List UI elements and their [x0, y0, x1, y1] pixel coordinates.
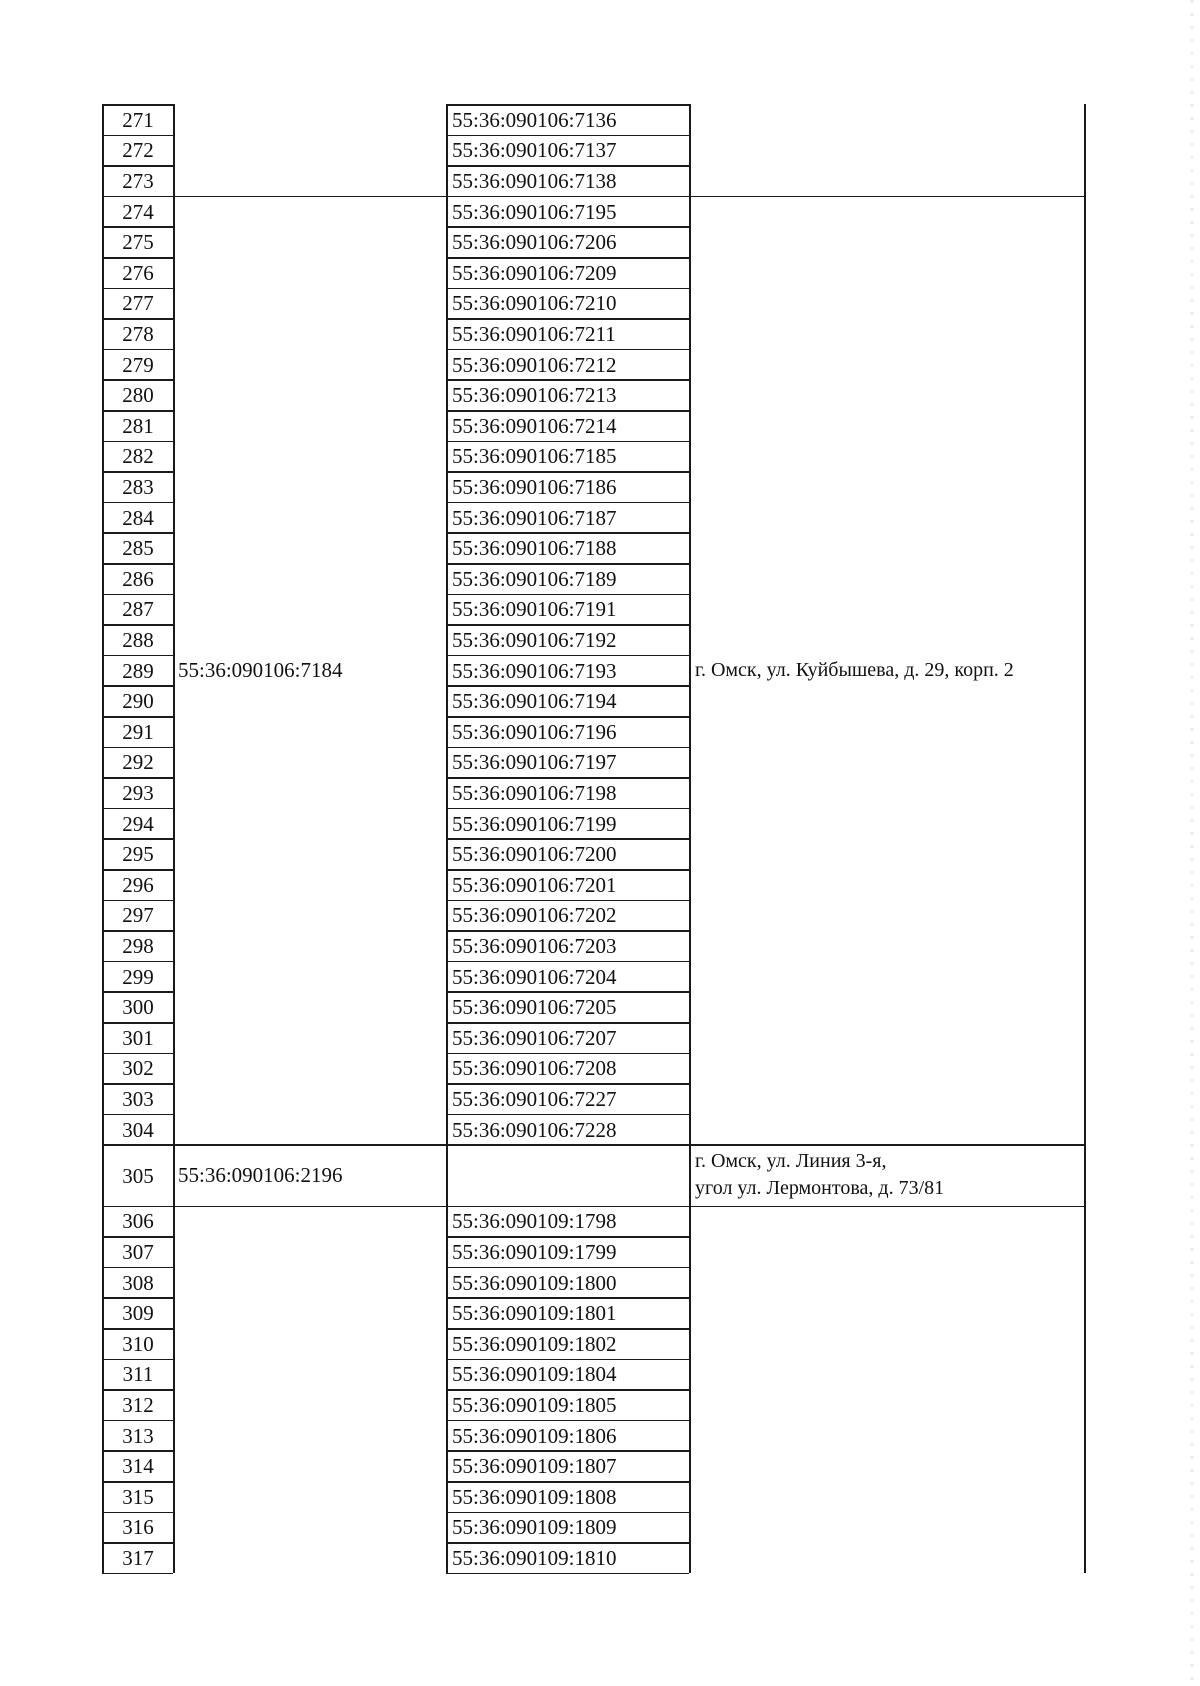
row-number: 282 — [122, 444, 154, 469]
row-border-number — [102, 1206, 173, 1208]
child-cadastral-number: 55:36:090109:1810 — [452, 1546, 617, 1570]
row-border-number — [102, 410, 173, 412]
row-border-number — [102, 226, 173, 228]
row-number: 313 — [122, 1423, 154, 1448]
row-number: 293 — [122, 781, 154, 805]
row-border-child — [446, 1206, 689, 1208]
group-border-parent — [173, 1144, 446, 1146]
group-border-parent — [173, 196, 446, 198]
row-number: 316 — [122, 1515, 154, 1540]
row-border-number — [102, 1236, 173, 1238]
row-border-number — [102, 196, 173, 198]
row-number: 300 — [122, 995, 154, 1020]
row-number: 290 — [122, 689, 154, 714]
address-line: г. Омск, ул. Линия 3-я, — [695, 1150, 887, 1172]
row-border-number — [102, 257, 173, 259]
child-cadastral-number: 55:36:090106:7204 — [452, 964, 617, 989]
row-border-number — [102, 1420, 173, 1422]
row-border-number — [102, 1389, 173, 1391]
row-border-child — [446, 349, 689, 351]
row-number: 273 — [122, 169, 154, 193]
row-border-child — [446, 1481, 689, 1483]
row-border-number — [102, 502, 173, 504]
row-border-number — [102, 1267, 173, 1269]
row-number: 278 — [122, 322, 154, 346]
row-border-child — [446, 104, 689, 106]
row-border-child — [446, 1542, 689, 1544]
child-cadastral-number: 55:36:090109:1799 — [452, 1240, 617, 1264]
child-cadastral-number: 55:36:090106:7210 — [452, 291, 617, 316]
row-border-number — [102, 318, 173, 320]
row-border-child — [446, 1022, 689, 1024]
child-cadastral-number: 55:36:090106:7192 — [452, 628, 617, 652]
row-border-number — [102, 441, 173, 443]
row-number: 272 — [122, 138, 154, 163]
row-border-number — [102, 1450, 173, 1452]
row-border-child — [446, 685, 689, 687]
row-border-number — [102, 685, 173, 687]
row-number: 287 — [122, 597, 154, 622]
row-border-child — [446, 410, 689, 412]
row-number: 280 — [122, 383, 154, 408]
parent-cadastral-number: 55:36:090106:7184 — [178, 658, 343, 683]
child-cadastral-number: 55:36:090109:1807 — [452, 1454, 617, 1479]
row-border-child — [446, 288, 689, 290]
row-number: 277 — [122, 291, 154, 316]
row-number: 307 — [122, 1240, 154, 1264]
row-border-child — [446, 1573, 689, 1575]
row-border-child — [446, 1083, 689, 1085]
row-border-number — [102, 747, 173, 749]
child-cadastral-number: 55:36:090106:7211 — [452, 322, 616, 346]
row-border-number — [102, 349, 173, 351]
row-border-child — [446, 1389, 689, 1391]
group-border-address — [689, 1206, 1084, 1208]
child-cadastral-number: 55:36:090106:7227 — [452, 1087, 617, 1111]
row-border-number — [102, 532, 173, 534]
child-cadastral-number: 55:36:090106:7201 — [452, 872, 617, 897]
row-border-number — [102, 563, 173, 565]
column-border-child — [689, 104, 691, 1573]
row-border-child — [446, 1144, 689, 1146]
row-border-child — [446, 624, 689, 626]
row-border-child — [446, 838, 689, 840]
group-border-address — [689, 196, 1084, 198]
row-number: 310 — [122, 1331, 154, 1356]
column-border-right — [1084, 104, 1086, 1573]
row-number: 298 — [122, 934, 154, 958]
row-number: 305 — [122, 1163, 154, 1188]
row-border-number — [102, 655, 173, 657]
row-border-number — [102, 1542, 173, 1544]
row-number: 311 — [122, 1362, 154, 1387]
row-border-child — [446, 1114, 689, 1116]
row-number: 315 — [122, 1484, 154, 1509]
child-cadastral-number: 55:36:090106:7196 — [452, 719, 617, 744]
row-number: 295 — [122, 842, 154, 867]
row-number: 309 — [122, 1301, 154, 1326]
row-number: 288 — [122, 628, 154, 652]
row-number: 297 — [122, 903, 154, 928]
child-cadastral-number: 55:36:090106:7203 — [452, 934, 617, 958]
row-number: 312 — [122, 1393, 154, 1417]
row-border-child — [446, 1053, 689, 1055]
child-cadastral-number: 55:36:090106:7193 — [452, 658, 617, 683]
row-number: 303 — [122, 1087, 154, 1111]
row-border-number — [102, 900, 173, 902]
row-border-child — [446, 900, 689, 902]
child-cadastral-number: 55:36:090109:1805 — [452, 1393, 617, 1417]
child-cadastral-number: 55:36:090106:7136 — [452, 107, 617, 132]
child-cadastral-number: 55:36:090106:7188 — [452, 536, 617, 561]
row-number: 286 — [122, 566, 154, 591]
row-number: 279 — [122, 352, 154, 377]
group-border-parent — [173, 1206, 446, 1208]
child-cadastral-number: 55:36:090106:7137 — [452, 138, 617, 163]
row-border-child — [446, 1512, 689, 1514]
row-border-number — [102, 1083, 173, 1085]
row-border-child — [446, 961, 689, 963]
row-border-number — [102, 1512, 173, 1514]
row-border-child — [446, 257, 689, 259]
row-number: 271 — [122, 107, 154, 132]
row-border-child — [446, 165, 689, 167]
row-border-child — [446, 502, 689, 504]
child-cadastral-number: 55:36:090106:7208 — [452, 1056, 617, 1081]
row-border-child — [446, 777, 689, 779]
child-cadastral-number: 55:36:090106:7186 — [452, 475, 617, 499]
row-border-child — [446, 747, 689, 749]
child-cadastral-number: 55:36:090106:7200 — [452, 842, 617, 867]
row-number: 276 — [122, 260, 154, 285]
row-border-number — [102, 961, 173, 963]
row-border-child — [446, 869, 689, 871]
row-border-child — [446, 135, 689, 137]
child-cadastral-number: 55:36:090106:7209 — [452, 260, 617, 285]
row-border-number — [102, 1022, 173, 1024]
row-number: 317 — [122, 1546, 154, 1570]
row-border-number — [102, 869, 173, 871]
child-cadastral-number: 55:36:090106:7228 — [452, 1117, 617, 1142]
parent-cadastral-number: 55:36:090106:2196 — [178, 1163, 343, 1187]
row-border-child — [446, 471, 689, 473]
child-cadastral-number: 55:36:090106:7199 — [452, 811, 617, 836]
row-border-child — [446, 594, 689, 596]
row-border-child — [446, 1236, 689, 1238]
child-cadastral-number: 55:36:090109:1806 — [452, 1423, 617, 1448]
child-cadastral-number: 55:36:090106:7197 — [452, 750, 617, 775]
column-border-number — [173, 104, 175, 1573]
row-border-number — [102, 838, 173, 840]
child-cadastral-number: 55:36:090106:7195 — [452, 199, 617, 224]
row-border-number — [102, 1573, 173, 1575]
row-number: 314 — [122, 1454, 154, 1479]
row-number: 301 — [122, 1025, 154, 1050]
row-border-child — [446, 441, 689, 443]
row-border-number — [102, 1359, 173, 1361]
row-border-number — [102, 624, 173, 626]
row-border-child — [446, 1297, 689, 1299]
row-number: 274 — [122, 199, 154, 224]
row-border-number — [102, 288, 173, 290]
child-cadastral-number: 55:36:090106:7138 — [452, 169, 617, 193]
row-border-child — [446, 563, 689, 565]
row-border-child — [446, 379, 689, 381]
child-cadastral-number: 55:36:090106:7185 — [452, 444, 617, 469]
row-border-child — [446, 1450, 689, 1452]
row-border-child — [446, 532, 689, 534]
row-number: 292 — [122, 750, 154, 775]
child-cadastral-number: 55:36:090109:1801 — [452, 1301, 617, 1326]
row-border-number — [102, 594, 173, 596]
child-cadastral-number: 55:36:090106:7191 — [452, 597, 617, 622]
row-number: 304 — [122, 1117, 154, 1142]
row-border-number — [102, 991, 173, 993]
row-border-child — [446, 196, 689, 198]
row-border-child — [446, 655, 689, 657]
row-number: 296 — [122, 872, 154, 897]
child-cadastral-number: 55:36:090106:7187 — [452, 505, 617, 530]
row-border-child — [446, 318, 689, 320]
row-number: 306 — [122, 1209, 154, 1234]
row-border-number — [102, 808, 173, 810]
child-cadastral-number: 55:36:090109:1804 — [452, 1362, 617, 1387]
row-number: 291 — [122, 719, 154, 744]
row-border-number — [102, 1297, 173, 1299]
child-cadastral-number: 55:36:090109:1809 — [452, 1515, 617, 1540]
row-border-number — [102, 379, 173, 381]
row-border-child — [446, 1420, 689, 1422]
row-border-child — [446, 716, 689, 718]
row-border-number — [102, 471, 173, 473]
child-cadastral-number: 55:36:090106:7205 — [452, 995, 617, 1020]
row-number: 302 — [122, 1056, 154, 1081]
child-cadastral-number: 55:36:090106:7198 — [452, 781, 617, 805]
child-cadastral-number: 55:36:090109:1808 — [452, 1484, 617, 1509]
row-border-number — [102, 1144, 173, 1146]
child-cadastral-number: 55:36:090109:1798 — [452, 1209, 617, 1234]
child-cadastral-number: 55:36:090106:7194 — [452, 689, 617, 714]
child-cadastral-number: 55:36:090106:7202 — [452, 903, 617, 928]
row-border-number — [102, 1328, 173, 1330]
child-cadastral-number: 55:36:090109:1802 — [452, 1331, 617, 1356]
row-border-child — [446, 930, 689, 932]
row-border-child — [446, 808, 689, 810]
child-cadastral-number: 55:36:090106:7213 — [452, 383, 617, 408]
row-number: 285 — [122, 536, 154, 561]
child-cadastral-number: 55:36:090109:1800 — [452, 1270, 617, 1295]
address-line: угол ул. Лермонтова, д. 73/81 — [695, 1177, 945, 1199]
row-border-number — [102, 1481, 173, 1483]
row-border-number — [102, 104, 173, 106]
row-number: 275 — [122, 230, 154, 255]
child-cadastral-number: 55:36:090106:7189 — [452, 566, 617, 591]
scan-edge-artifact — [1190, 0, 1194, 1686]
child-cadastral-number: 55:36:090106:7212 — [452, 352, 617, 377]
row-border-number — [102, 930, 173, 932]
row-border-number — [102, 716, 173, 718]
row-border-child — [446, 226, 689, 228]
child-cadastral-number: 55:36:090106:7206 — [452, 230, 617, 255]
row-border-number — [102, 165, 173, 167]
row-border-number — [102, 135, 173, 137]
child-cadastral-number: 55:36:090106:7214 — [452, 413, 617, 438]
row-border-number — [102, 1053, 173, 1055]
row-number: 299 — [122, 964, 154, 989]
row-number: 308 — [122, 1270, 154, 1295]
row-border-number — [102, 1114, 173, 1116]
row-number: 294 — [122, 811, 154, 836]
row-border-child — [446, 991, 689, 993]
row-border-child — [446, 1267, 689, 1269]
row-border-number — [102, 777, 173, 779]
address-line: г. Омск, ул. Куйбышева, д. 29, корп. 2 — [695, 658, 1014, 681]
row-number: 284 — [122, 505, 154, 530]
row-number: 283 — [122, 475, 154, 499]
group-border-address — [689, 1144, 1084, 1146]
row-number: 281 — [122, 413, 154, 438]
row-border-child — [446, 1328, 689, 1330]
row-border-child — [446, 1359, 689, 1361]
row-number: 289 — [122, 658, 154, 683]
child-cadastral-number: 55:36:090106:7207 — [452, 1025, 617, 1050]
